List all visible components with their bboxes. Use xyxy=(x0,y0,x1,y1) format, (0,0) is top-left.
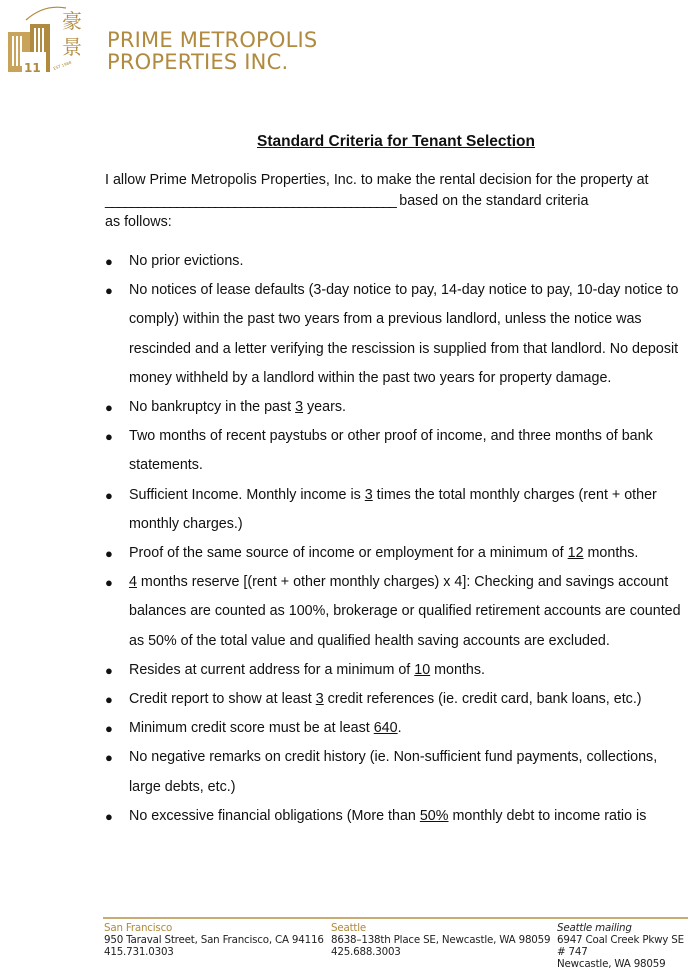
property-address-blank: _____________________________________________ xyxy=(105,193,396,209)
bullet-icon: ● xyxy=(105,575,113,591)
svg-text:豪: 豪 xyxy=(62,9,82,33)
svg-text:景: 景 xyxy=(62,35,82,59)
footer-divider xyxy=(103,917,688,919)
office-address-line2: Newcastle, WA 98059 xyxy=(557,958,666,970)
footer-office-seattle xyxy=(331,922,550,958)
intro-line-3: as follows: xyxy=(105,214,172,230)
bullet-icon: ● xyxy=(105,546,113,562)
bullet-icon: ● xyxy=(105,254,113,269)
bullet-icon: ● xyxy=(105,692,113,708)
office-address: 6947 Coal Creek Pkwy SE # 747 xyxy=(557,934,684,958)
company-name-line1: PRIME METROPOLIS xyxy=(107,28,318,52)
office-address: 950 Taraval Street, San Francisco, CA 94116 xyxy=(104,934,324,946)
company-name-line2: PROPERTIES INC. xyxy=(107,50,289,74)
office-phone: 415.731.0303 xyxy=(104,946,174,958)
criteria-item: ● No notices of lease defaults (3-day notice to pay, 14-day notice to pay, 10-day notice to comply) within the past two years from a previous landlord, unless the notice was rescinded and a letter verifying the rescission is supplied from that landlord. No deposit money withheld by a landlord within the past two years for property damage. xyxy=(105,276,685,393)
office-city: Seattle xyxy=(331,922,367,934)
company-logo xyxy=(4,2,318,76)
svg-text:EST 1988: EST 1988 xyxy=(52,59,73,71)
criteria-list xyxy=(105,247,685,831)
intro-line-2: based on the standard criteria xyxy=(395,193,589,209)
criteria-item: ● Proof of the same source of income or employment for a minimum of 12 months. xyxy=(105,539,685,568)
criteria-item: ● Minimum credit score must be at least 640. xyxy=(105,714,685,743)
document-title: Standard Criteria for Tenant Selection xyxy=(257,133,535,150)
bullet-icon: ● xyxy=(105,400,113,416)
bullet-icon: ● xyxy=(105,808,113,824)
bullet-icon: ● xyxy=(105,750,113,766)
office-address: 8638–138th Place SE, Newcastle, WA 98059 xyxy=(331,934,551,946)
criteria-item: ● No negative remarks on credit history (ie. Non-sufficient fund payments, collections, large debts, etc.) xyxy=(105,743,685,801)
footer-office-seattle-mailing xyxy=(557,922,695,970)
office-city: San Francisco xyxy=(104,922,173,934)
footer-office-san-francisco xyxy=(104,922,324,958)
office-phone: 425.688.3003 xyxy=(331,946,401,958)
criteria-item: ● Resides at current address for a minimum of 10 months. xyxy=(105,656,685,685)
building-logo-icon xyxy=(4,2,96,76)
svg-text:11: 11 xyxy=(24,61,41,75)
company-name xyxy=(107,29,317,73)
bullet-icon: ● xyxy=(105,721,113,737)
bullet-icon: ● xyxy=(105,429,113,445)
bullet-icon: ● xyxy=(105,487,113,503)
criteria-item: ● Credit report to show at least 3 credit references (ie. credit card, bank loans, etc.) xyxy=(105,685,685,714)
criteria-item: ● 4 months reserve [(rent + other monthly charges) x 4]: Checking and savings account balances are counted as 100%, brokerage or qualified retirement accounts are counted as 50% of the total value and qualified health saving accounts are excluded. xyxy=(105,568,685,656)
criteria-item: ● Sufficient Income. Monthly income is 3 times the total monthly charges (rent + other monthly charges.) xyxy=(105,481,685,539)
bullet-icon: ● xyxy=(105,283,113,299)
criteria-item: ● No prior evictions. xyxy=(105,247,685,276)
document-body xyxy=(105,170,685,831)
criteria-item: ● No bankruptcy in the past 3 years. xyxy=(105,393,685,422)
office-city: Seattle mailing xyxy=(557,922,632,934)
intro-paragraph xyxy=(105,170,685,233)
criteria-item: ● Two months of recent paystubs or other proof of income, and three months of bank statements. xyxy=(105,422,685,480)
bullet-icon: ● xyxy=(105,662,113,678)
intro-line-1: I allow Prime Metropolis Properties, Inc. to make the rental decision for the property at xyxy=(105,172,649,188)
criteria-item: ● No excessive financial obligations (More than 50% monthly debt to income ratio is xyxy=(105,802,685,831)
